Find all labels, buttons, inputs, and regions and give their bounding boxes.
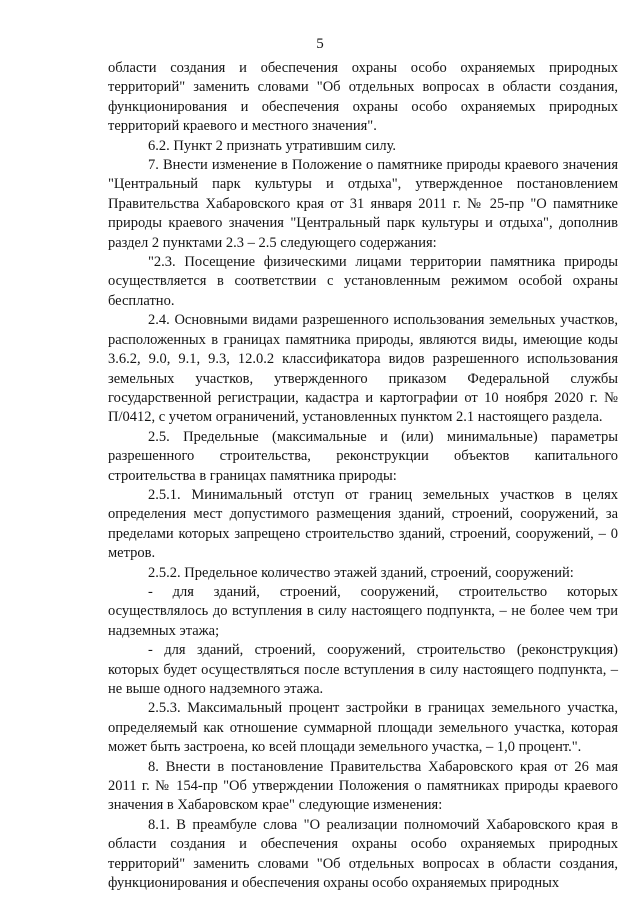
paragraph-2-5-1: 2.5.1. Минимальный отступ от границ земельных участков в целях определения мест допустимого размещения зданий, строений, сооружений, за пределами которых запрещено строительство зданий, строений, сооружений, – 0 метров. xyxy=(108,486,618,562)
paragraph-7: 7. Внести изменение в Положение о памятнике природы краевого значения "Центральный парк культуры и отдыха", утвержденное постановлением Правительства Хабаровского края от 31 января 2011 г. № 25-пр "О памятнике природы краевого значения "Центральный парк культуры и отдыха", дополнив раздел 2 пунктами 2.3 – 2.5 следующего содержания: xyxy=(108,157,618,251)
paragraph-2-5-3: 2.5.3. Максимальный процент застройки в границах земельного участка, определяемый как отношение суммарной площади земельного участка, которая может быть застроена, ко всей площади земельного участка, – 1,0 процент.". xyxy=(108,700,618,756)
page-number: 5 xyxy=(316,36,324,52)
paragraph-2-5: 2.5. Предельные (максимальные и (или) минимальные) параметры разрешенного строительства, реконструкции объектов капитального строительства в границах памятника природы: xyxy=(108,428,618,484)
document-body xyxy=(108,59,618,893)
paragraph-2-4: 2.4. Основными видами разрешенного использования земельных участков, расположенных в границах памятника природы, являются виды, имеющие коды 3.6.2, 9.0, 9.1, 9.3, 12.0.2 классификатора видов разрешенного использования земельных участков, утвержденного приказом Федеральной службы государственной регистрации, кадастра и картографии от 10 ноября 2020 г. № П/0412, с учетом ограничений, установленных пунктом 2.1 настоящего раздела. xyxy=(108,312,618,426)
paragraph-8: 8. Внести в постановление Правительства Хабаровского края от 26 мая 2011 г. № 154-пр "Об утверждении Положения о памятниках природы краевого значения в Хабаровском крае" следующие изменения: xyxy=(108,758,618,814)
paragraph-6-2: 6.2. Пункт 2 признать утратившим силу. xyxy=(148,137,397,154)
list-item-new-buildings: - для зданий, строений, сооружений, строительство (реконструкция) которых будет осуществляться после вступления в силу настоящего подпункта, – не выше одного надземного этажа. xyxy=(108,642,618,697)
paragraph-2-3: "2.3. Посещение физическими лицами территории памятника природы осуществляется в соответствии с установленным режимом особой охраны бесплатно. xyxy=(108,254,618,309)
paragraph-8-1: 8.1. В преамбуле слова "О реализации полномочий Хабаровского края в области создания и обеспечения охраны особо охраняемых природных территорий" заменить словами "Об отдельных вопросах в области создания, функционирования и обеспечения охраны особо охраняемых природных xyxy=(108,816,618,892)
list-item-existing-buildings: - для зданий, строений, сооружений, строительство которых осуществлялось до вступления в силу настоящего подпункта, – не более чем три надземных этажа; xyxy=(108,583,618,639)
paragraph-2-5-2: 2.5.2. Предельное количество этажей зданий, строений, сооружений: xyxy=(148,564,574,581)
paragraph-continuation: области создания и обеспечения охраны особо охраняемых природных территорий" заменить словами "Об отдельных вопросах в области создания, функционирования и обеспечения охраны особо охраняемых природных территорий краевого и местного значения". xyxy=(108,60,618,135)
